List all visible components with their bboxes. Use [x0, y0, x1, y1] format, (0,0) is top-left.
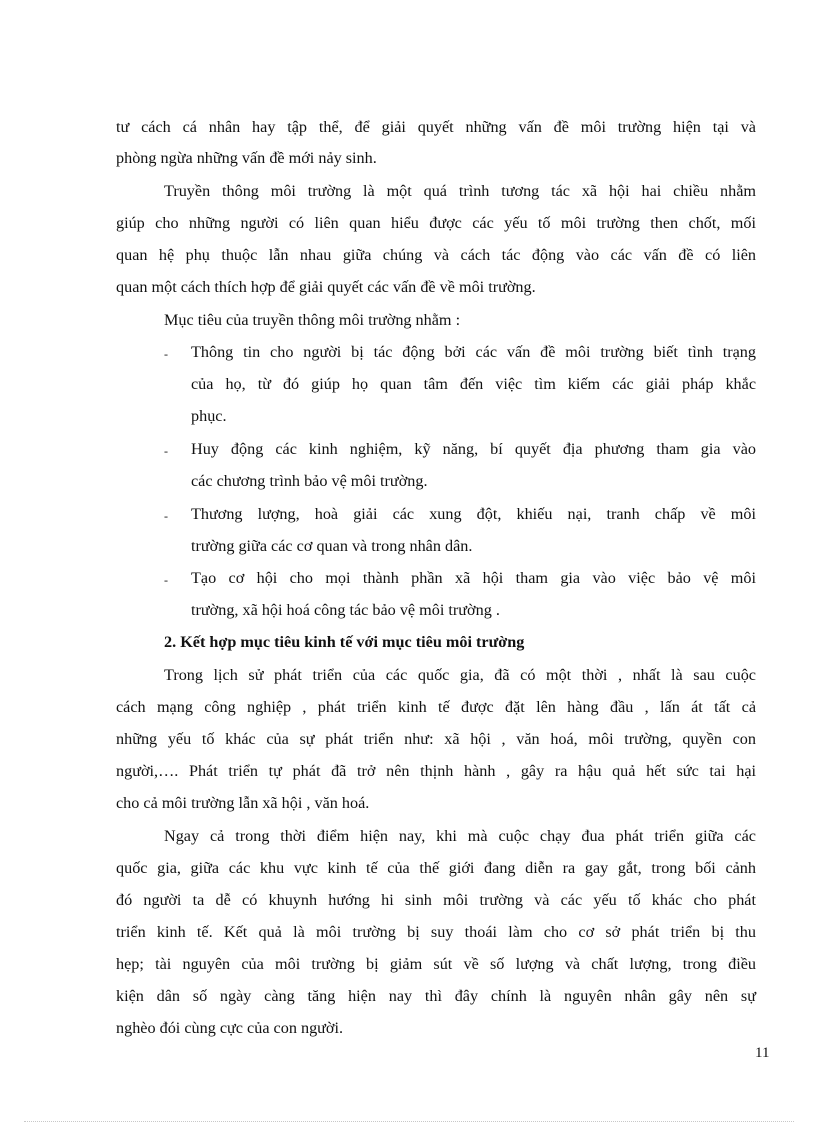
text-line: nghèo đói cùng cực của con người.	[116, 1019, 344, 1037]
bullet-dash: -	[164, 573, 168, 587]
text-line: những yếu tố khác của sự phát triển như: xã hội , văn hoá, môi trường, quyền con	[116, 730, 756, 748]
bullet-text: trường, xã hội hoá công tác bảo vệ môi trường .	[191, 601, 500, 619]
bullet-text: Huy động các kinh nghiệm, kỹ năng, bí quyết địa phương tham gia vào	[191, 440, 756, 458]
bullet-text: phục.	[191, 407, 227, 425]
text-line: Truyền thông môi trường là một quá trình tương tác xã hội hai chiều nhằm	[164, 182, 756, 200]
bullet-text: các chương trình bảo vệ môi trường.	[191, 472, 428, 490]
bullet-text: Thương lượng, hoà giải các xung đột, khiếu nại, tranh chấp về môi	[191, 505, 756, 523]
footer-divider	[24, 1121, 794, 1122]
text-line: hẹp; tài nguyên của môi trường bị giảm sút về số lượng và chất lượng, trong điều	[116, 955, 756, 973]
bullet-dash: -	[164, 347, 168, 361]
bullet-text: Thông tin cho người bị tác động bởi các vấn đề môi trường biết tình trạng	[191, 343, 756, 361]
bullet-text: trường giữa các cơ quan và trong nhân dân.	[191, 537, 473, 555]
text-line: người,…. Phát triển tự phát đã trở nên thịnh hành , gây ra hậu quả hết sức tai hại	[116, 762, 756, 780]
text-line: giúp cho những người có liên quan hiểu được các yếu tố môi trường then chốt, mối	[116, 214, 756, 232]
text-line: tư cách cá nhân hay tập thể, để giải quyết những vấn đề môi trường hiện tại và	[116, 118, 756, 136]
text-line: Mục tiêu của truyền thông môi trường nhằm :	[164, 311, 461, 329]
text-line: triển kinh tế. Kết quả là môi trường bị suy thoái làm cho cơ sở phát triển bị thu	[116, 923, 756, 941]
text-line: cách mạng công nghiệp , phát triển kinh tế được đặt lên hàng đầu , lấn át tất cả	[116, 698, 756, 716]
bullet-dash: -	[164, 444, 168, 458]
text-line: cho cả môi trường lẫn xã hội , văn hoá.	[116, 794, 370, 812]
text-line: quốc gia, giữa các khu vực kinh tế của thế giới đang diễn ra gay gắt, trong bối cảnh	[116, 859, 756, 877]
text-line: Trong lịch sử phát triển của các quốc gia, đã có một thời , nhất là sau cuộc	[164, 666, 756, 684]
text-line: đó người ta dễ có khuynh hướng hi sinh môi trường và các yếu tố khác cho phát	[116, 891, 756, 909]
text-line: quan hệ phụ thuộc lẫn nhau giữa chúng và cách tác động vào các vấn đề có liên	[116, 246, 756, 264]
bullet-text: của họ, từ đó giúp họ quan tâm đến việc tìm kiếm các giải pháp khắc	[191, 375, 756, 393]
text-line: kiện dân số ngày càng tăng hiện nay thì đây chính là nguyên nhân gây nên sự	[116, 987, 756, 1005]
text-line: Ngay cả trong thời điểm hiện nay, khi mà cuộc chạy đua phát triển giữa các	[164, 827, 756, 845]
page-number: 11	[755, 1045, 770, 1061]
section-heading: 2. Kết hợp mục tiêu kinh tế với mục tiêu môi trường	[164, 633, 525, 651]
text-line: quan một cách thích hợp để giải quyết các vấn đề về môi trường.	[116, 278, 536, 296]
bullet-text: Tạo cơ hội cho mọi thành phần xã hội tham gia vào việc bảo vệ môi	[191, 569, 756, 587]
bullet-dash: -	[164, 509, 168, 523]
text-line: phòng ngừa những vấn đề mới nảy sinh.	[116, 149, 377, 167]
